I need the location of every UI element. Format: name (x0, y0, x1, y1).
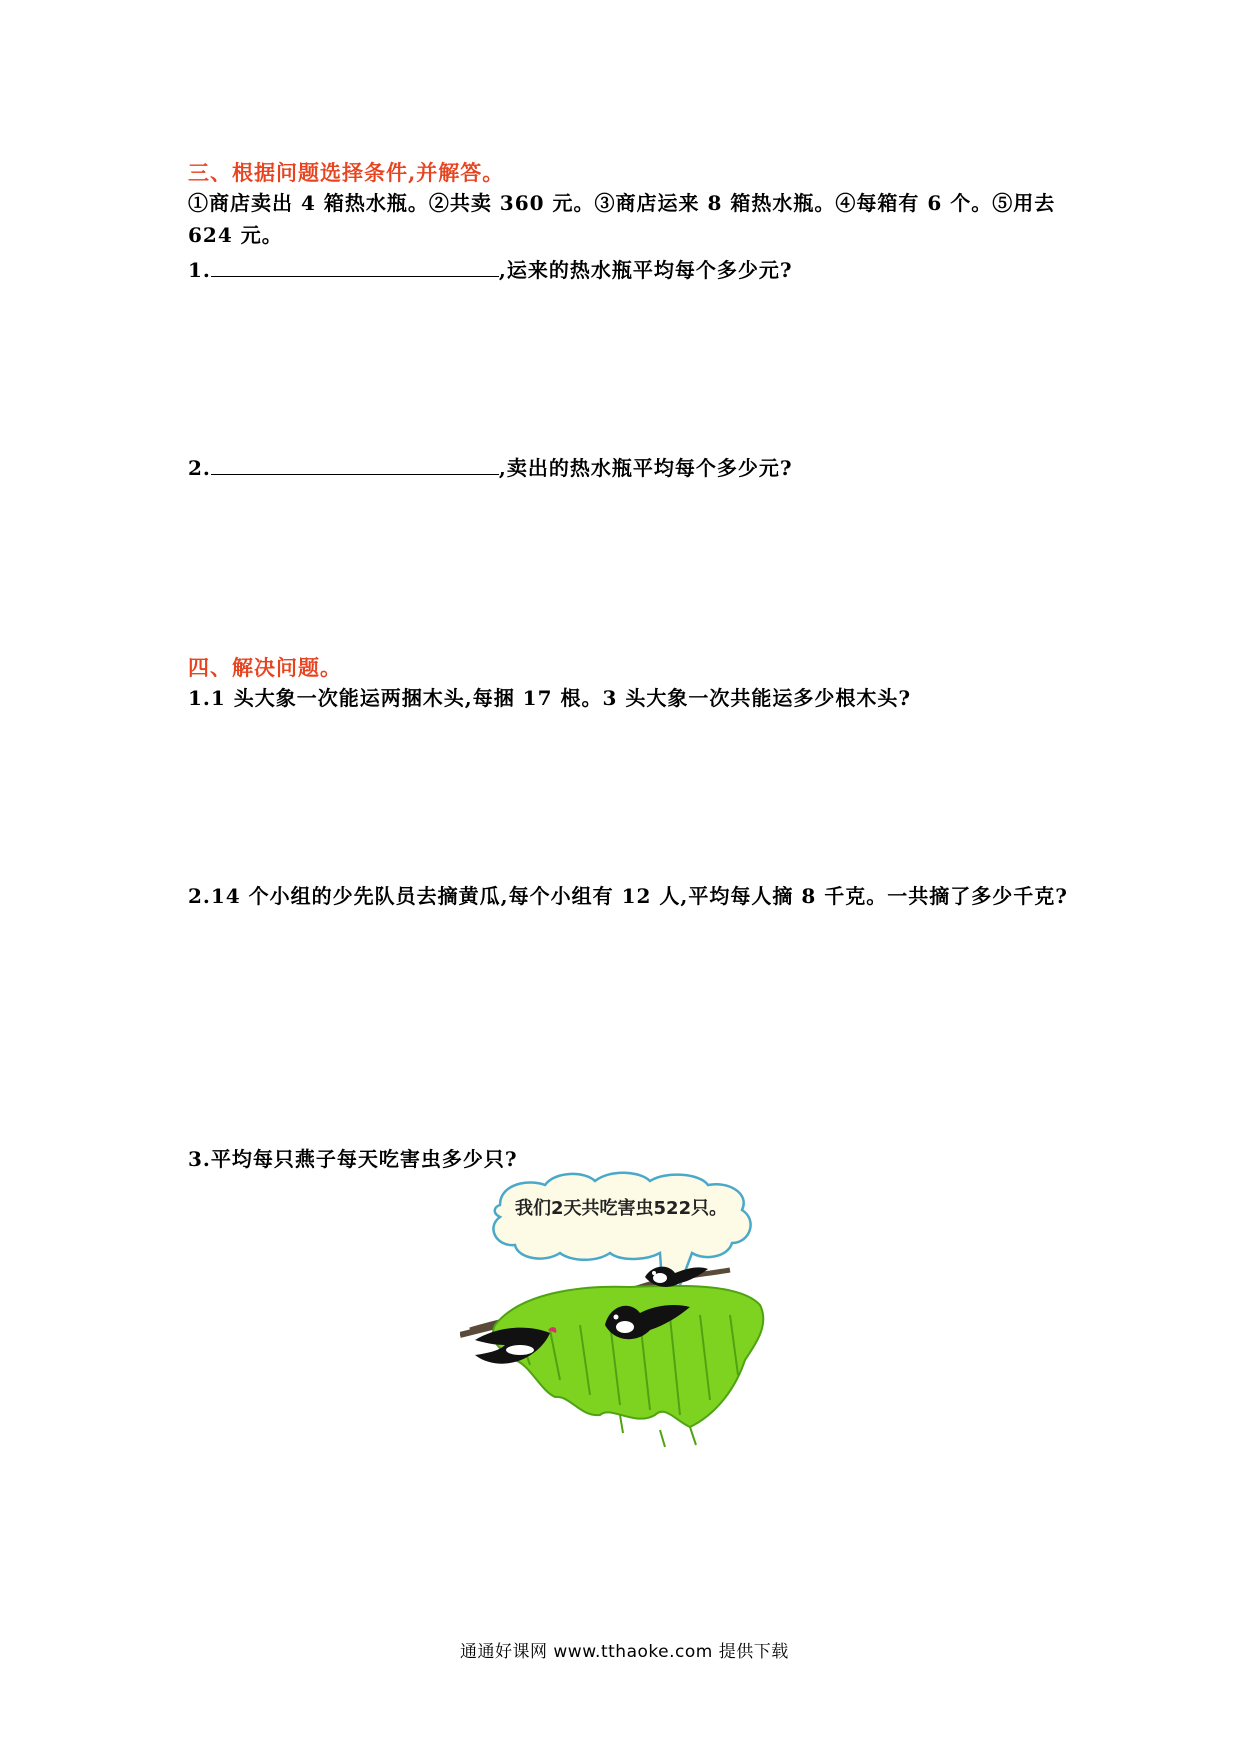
section3-heading: 三、根据问题选择条件,并解答。 (188, 160, 505, 185)
conditions-line-2: 624 元。 (188, 223, 283, 247)
section4-heading: 四、解决问题。 (188, 655, 342, 680)
question-4-2: 2.14 个小组的少先队员去摘黄瓜,每个小组有 12 人,平均每人摘 8 千克。一共摘了多少千克? (188, 884, 1068, 908)
question-text: ,卖出的热水瓶平均每个多少元? (498, 456, 793, 480)
question-number: 1. (188, 258, 211, 282)
answer-blank-1[interactable] (211, 256, 499, 277)
footer-credit: 通通好课网 www.tthaoke.com 提供下载 (460, 1642, 789, 1662)
conditions-line-1: ①商店卖出 4 箱热水瓶。②共卖 360 元。③商店运来 8 箱热水瓶。④每箱有 6 个。⑤用去 (188, 191, 1056, 215)
question-3-2 (188, 452, 793, 484)
question-3-1 (188, 254, 793, 286)
question-4-3: 3.平均每只燕子每天吃害虫多少只? (188, 1147, 518, 1171)
question-4-1: 1.1 头大象一次能运两捆木头,每捆 17 根。3 头大象一次共能运多少根木头? (188, 686, 912, 710)
speech-bubble-text: 我们2天共吃害虫522只。 (515, 1198, 728, 1219)
answer-blank-2[interactable] (211, 454, 499, 475)
question-text: ,运来的热水瓶平均每个多少元? (498, 258, 793, 282)
question-number: 2. (188, 456, 211, 480)
